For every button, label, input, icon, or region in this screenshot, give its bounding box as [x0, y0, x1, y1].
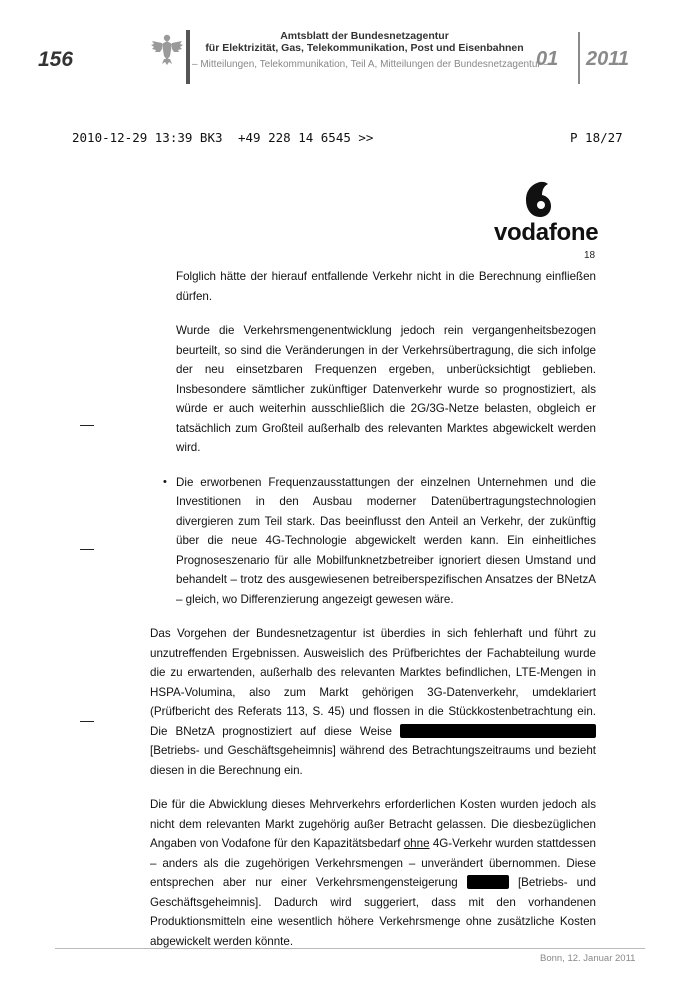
margin-mark — [80, 549, 94, 550]
header-subtitle: – Mitteilungen, Telekommunikation, Teil A, Mitteilungen der Bundesnetzagentur – — [192, 59, 550, 70]
federal-eagle-icon — [150, 32, 184, 66]
issue-number: 01 — [536, 48, 559, 70]
paragraph-4-underlined: ohne — [403, 837, 430, 850]
footer-rule — [55, 948, 645, 949]
paragraph-3-text-a: Das Vorgehen der Bundesnetzagentur ist überdies in sich fehlerhaft und führt zu unzutreffenden Ergebnissen. Ausweislich des Prüfberichtes der Fachabteilung wurde die zu erwartenden, außerhalb des relevanten Marktes befindlichen, LTE-Mengen in HSPA-Volumina, also zum Markt gehörigen 3G-Datenverkehr, umdeklariert (Prüfbericht des Referats 113, S. 45) und flossen in die Stückkostenbetrachtung ein. Die BNetzA prognostiziert auf diese Weise — [150, 627, 596, 738]
footer-date: Bonn, 12. Januar 2011 — [540, 953, 636, 964]
vodafone-speechmark-icon — [520, 180, 554, 220]
paragraph-4-text-c: [Betriebs- und Geschäftsgeheimnis]. Dadurch wird suggeriert, dass mit den vorhandenen Produktionsmitteln eine wesentlich höhere Verkehrsmenge ohne zusätzliche Kosten abgewickelt werden könnte. — [150, 876, 596, 948]
bullet-dot: • — [163, 475, 167, 488]
document-page-number: 18 — [584, 250, 596, 261]
bullet-text: Die erworbenen Frequenzausstattungen der einzelnen Unternehmen und die Investitionen in den Ausbau moderner Datenübertragungstechnologien divergieren zum Teil stark. Das beeinflusst den Anteil an Verkehr, der zukünftig über die neue 4G-Technologie abgewickelt werden kann. Ein einheitliches Prognoseszenario für alle Mobilfunknetzbetreiber ignoriert diesen Umstand und behandelt – trotz des ausgewiesenen betreiberspezifischen Ansatzes der BNetzA – gleich, wo Differenzierung angezeigt gewesen wäre. — [176, 475, 596, 606]
fax-phone: +49 228 14 6545 >> — [238, 130, 374, 145]
paragraph-4 — [150, 795, 596, 951]
paragraph-3 — [150, 624, 596, 780]
fax-page: P 18/27 — [570, 130, 623, 145]
paragraph-1: Folglich hätte der hierauf entfallende Verkehr nicht in die Berechnung einfließen dürfen. — [176, 270, 596, 303]
bullet-item — [163, 473, 596, 610]
vodafone-logo-text: vodafone — [494, 219, 599, 246]
header-title-line1: Amtsblatt der Bundesnetzagentur — [280, 30, 449, 42]
issue-year: 2011 — [586, 48, 630, 70]
fax-datetime: 2010-12-29 13:39 BK3 — [72, 130, 223, 145]
issue-divider — [578, 32, 580, 84]
paragraph-4-text-b: 4G-Verkehr wurden stattdessen – anders als die zugehörigen Verkehrsmengen – unverändert übernommen. Diese entsprechen aber nur einer Verkehrsmengensteigerung — [150, 837, 596, 889]
redaction-box — [467, 875, 509, 889]
page-number: 156 — [38, 48, 74, 71]
margin-mark — [80, 425, 94, 426]
paragraph-4-text-a: Die für die Abwicklung dieses Mehrverkehrs erforderlichen Kosten wurden jedoch als nicht dem relevanten Markt zugehörig außer Betracht gelassen. Die diesbezüglichen Angaben von Vodafone für den Kapazitätsbedarf — [150, 798, 596, 850]
paragraph-2: Wurde die Verkehrsmengenentwicklung jedoch rein vergangenheitsbezogen beurteilt, so sind die Veränderungen in der Verkehrsübertragung, die sich infolge der neu einsetzbaren Frequenzen ergeben, unberücksichtigt geblieben. Insbesondere sämtlicher zukünftiger Datenverkehr wurde so prognostiziert, als würde er auch weiterhin ausschließlich die 2G/3G-Netze belasten, obgleich er tatsächlich zum Großteil außerhalb des relevanten Marktes abgewickelt werden wird. — [176, 324, 596, 454]
header-title-line2: für Elektrizität, Gas, Telekommunikation, Post und Eisenbahnen — [205, 42, 524, 54]
margin-mark — [80, 721, 94, 722]
letter-body — [150, 267, 596, 951]
header-divider — [186, 30, 190, 84]
redaction-box — [400, 724, 596, 738]
paragraph-3-text-b: [Betriebs- und Geschäftsgeheimnis] während des Betrachtungszeitraums und bezieht diesen in die Berechnung ein. — [150, 744, 596, 777]
